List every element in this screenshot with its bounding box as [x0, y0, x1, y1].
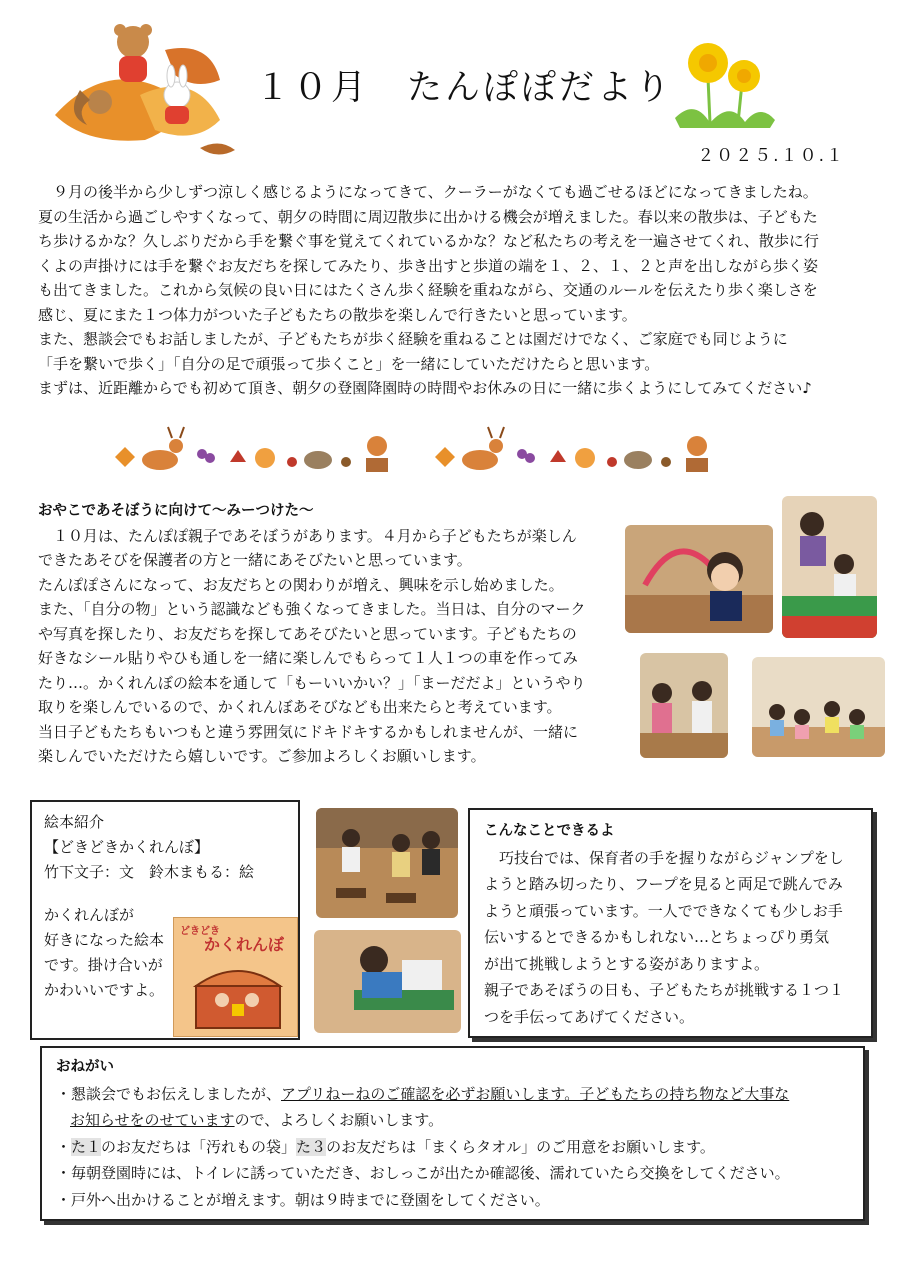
- book-desc-line: です。掛け合いが: [44, 956, 163, 974]
- book-title: 【どきどきかくれんぼ】: [44, 838, 210, 856]
- section-line: 当日子どもたちもいつもと違う雰囲気にドキドキするかもしれませんが、一緒に: [38, 722, 579, 741]
- can-do-box: [468, 808, 873, 1038]
- photo-hoop-play: [625, 525, 773, 633]
- intro-line: また、懇談会でもお話しましたが、子どもたちが歩く経験を重ねることは園だけでなく、ご家庭でも同じように: [38, 330, 788, 348]
- fox-icon: [255, 448, 275, 468]
- book-desc-line: かわいいですよ。: [44, 981, 165, 999]
- treasure-chest-icon: [192, 960, 284, 1032]
- intro-line: 「手を繋いで歩く」「自分の足で頑張って歩くこと」を一緒にしていただけたらと思います。: [38, 354, 660, 373]
- can-do-line: が出て挑戦しようとする姿がありますよ。: [484, 954, 770, 973]
- rabbit-body: [165, 106, 189, 124]
- section-line: 好きなシール貼りやひも通しを一緒に楽しんでもらって１人１つの車を作ってみ: [38, 649, 578, 667]
- class-label: た１: [71, 1137, 102, 1156]
- request-text: ・: [56, 1137, 72, 1156]
- mushroom-icon: [287, 457, 297, 467]
- grape-icon: [205, 453, 215, 463]
- book-heading: 絵本紹介: [44, 813, 105, 831]
- section-line: 楽しんでいただけたら嬉しいです。ご参加よろしくお願いします。: [38, 747, 486, 765]
- can-do-line: 伝いするとできるかもしれない…とちょっぴり勇気: [484, 928, 830, 946]
- class-label: た３: [296, 1137, 327, 1156]
- rabbit-ear: [179, 65, 187, 87]
- flower-center: [737, 69, 751, 83]
- oyako-section: [38, 499, 623, 769]
- flower-center: [699, 54, 717, 72]
- request-item: ・戸外へ出かけることが増えます。朝は９時までに登園をしてください。: [56, 1190, 550, 1209]
- section-line: 取りを楽しんでいるので、かくれんぼあそびなども出来たらと考えています。: [38, 698, 562, 716]
- section-line: また、「自分の物」という認識なども強くなってきました。当日は、自分のマーク: [38, 600, 586, 618]
- request-underlined-text: お知らせをのせています: [70, 1111, 235, 1129]
- hedgehog-icon: [304, 451, 332, 469]
- photo-classroom: [752, 657, 885, 757]
- can-do-line: つを手伝ってあげてください。: [484, 1007, 695, 1026]
- can-do-line: 巧技台では、保育者の手を握りながらジャンプをし: [484, 848, 844, 867]
- request-item: [56, 1134, 849, 1161]
- maple-leaf-icon: [115, 447, 135, 467]
- rabbit-ear: [167, 65, 175, 87]
- acorn-icon: [341, 457, 351, 467]
- autumn-animals-illustration: [45, 20, 245, 160]
- squirrel-head: [88, 90, 112, 114]
- book-desc-line: 好きになった絵本: [44, 931, 165, 949]
- intro-line: 夏の生活から過ごしやすくなって、朝夕の時間に周辺散歩に出かける機会が増えました。春以来の散歩は、子どもた: [38, 207, 818, 226]
- maple-leaf-icon: [230, 450, 246, 462]
- intro-line: ち歩けるかな？久しぶりだから手を繋ぐ事を覚えてくれているかな？など私たちの考えを一遍させてくれ、散歩に行: [38, 232, 819, 250]
- section-heading: おやこであそぼうに向けて～みーつけた～: [38, 503, 314, 519]
- section-line: できたあそびを保護者の方と一緒にあそびたいと思っています。: [38, 551, 472, 569]
- can-do-line: ようと踏み切ったり、フープを見ると両足で跳んでみ: [484, 875, 843, 893]
- page-title: １０月 たんぽぽだより: [255, 68, 674, 108]
- request-text: ・懇談会でもお伝えしましたが、: [56, 1084, 282, 1103]
- deer-icon: [142, 450, 178, 470]
- intro-line: ９月の後半から少しずつ涼しく感じるようになってきて、クーラーがなくても過ごせるほどになってきましたね。: [38, 183, 818, 201]
- bear-body: [119, 56, 147, 82]
- book-desc-line: かくれんぼが: [44, 906, 135, 924]
- book-cover-small-title: どきどき: [180, 926, 220, 937]
- photo-balance-steps: [316, 808, 458, 918]
- dandelion-illustration: [670, 38, 780, 133]
- leaves: [675, 109, 775, 128]
- request-item: ・毎朝登園時には、トイレに誘っていただき、おしっこが出たか確認後、濡れていたら交換をしてください。: [56, 1164, 790, 1182]
- photo-jump-play: [782, 496, 877, 638]
- can-do-line: ようと頑張っています。一人でできなくても少しお手: [484, 901, 843, 920]
- request-text: のお友だちは「まくらタオル」のご用意をお願いします。: [326, 1137, 715, 1156]
- intro-line: くよの声掛けには手を繋ぐお友だちを探してみたり、歩き出すと歩道の端を１、２、１、２と声を出しながら歩く姿: [38, 256, 819, 275]
- leaf-shape: [200, 143, 235, 154]
- intro-line: 感じ、夏にまた１つ体力がついた子どもたちの散歩を楽しんで行きたいと思っています。: [38, 305, 637, 324]
- squirrel-icon: [367, 436, 387, 456]
- section-line: たんぽぽさんになって、お友だちとの関わりが増え、興味を示し始めました。: [38, 575, 564, 594]
- request-item: [56, 1081, 849, 1134]
- deer-head: [169, 439, 183, 453]
- section-line: １０月は、たんぽぽ親子であそぼうがあります。４月から子どもたちが楽しん: [38, 526, 577, 545]
- request-underlined-text: アプリねーねのご確認を必ずお願いします。子どもたちの持ち物など大事な: [281, 1084, 790, 1103]
- photo-crawling-play: [314, 930, 461, 1033]
- request-text: ので、よろしくお願いします。: [234, 1111, 444, 1129]
- intro-line: も出てきました。これから気候の良い日にはたくさん歩く経験を重ねながら、交通のルールを伝えたり歩く楽しさを: [38, 281, 818, 299]
- autumn-animal-border: [110, 422, 740, 484]
- deer-antler: [168, 427, 184, 438]
- rabbit-head: [164, 82, 190, 108]
- bear-ear: [140, 24, 152, 36]
- can-do-heading: こんなことできるよ: [484, 823, 615, 839]
- intro-line: まずは、近距離からでも初めて頂き、朝夕の登園降園時の時間やお休みの日に一緒に歩くようにしてみてください♪: [38, 379, 812, 397]
- section-line: や写真を探したり、お友だちを探してあそびたいと思っています。子どもたちの: [38, 624, 577, 643]
- request-box: [40, 1046, 865, 1221]
- photo-children-group: [640, 653, 728, 758]
- book-cover: [173, 917, 298, 1037]
- bear-ear: [114, 24, 126, 36]
- can-do-line: 親子であそぼうの日も、子どもたちが挑戦する１つ１: [484, 981, 845, 999]
- request-heading: おねがい: [56, 1059, 114, 1075]
- book-cover-big-title: かくれんぼ: [204, 935, 285, 954]
- section-line: たり…。かくれんぼの絵本を通して「もーいいかい？」「まーだだよ」というやり: [38, 673, 586, 692]
- book-authors: 竹下文子：文 鈴木まもる：絵: [44, 863, 255, 881]
- request-text: のお友だちは「汚れもの袋」: [101, 1137, 297, 1156]
- issue-date: ２０２５.１０.１: [697, 146, 845, 166]
- stump-icon: [366, 458, 388, 472]
- request-list: [56, 1081, 849, 1214]
- intro-text: [38, 180, 878, 401]
